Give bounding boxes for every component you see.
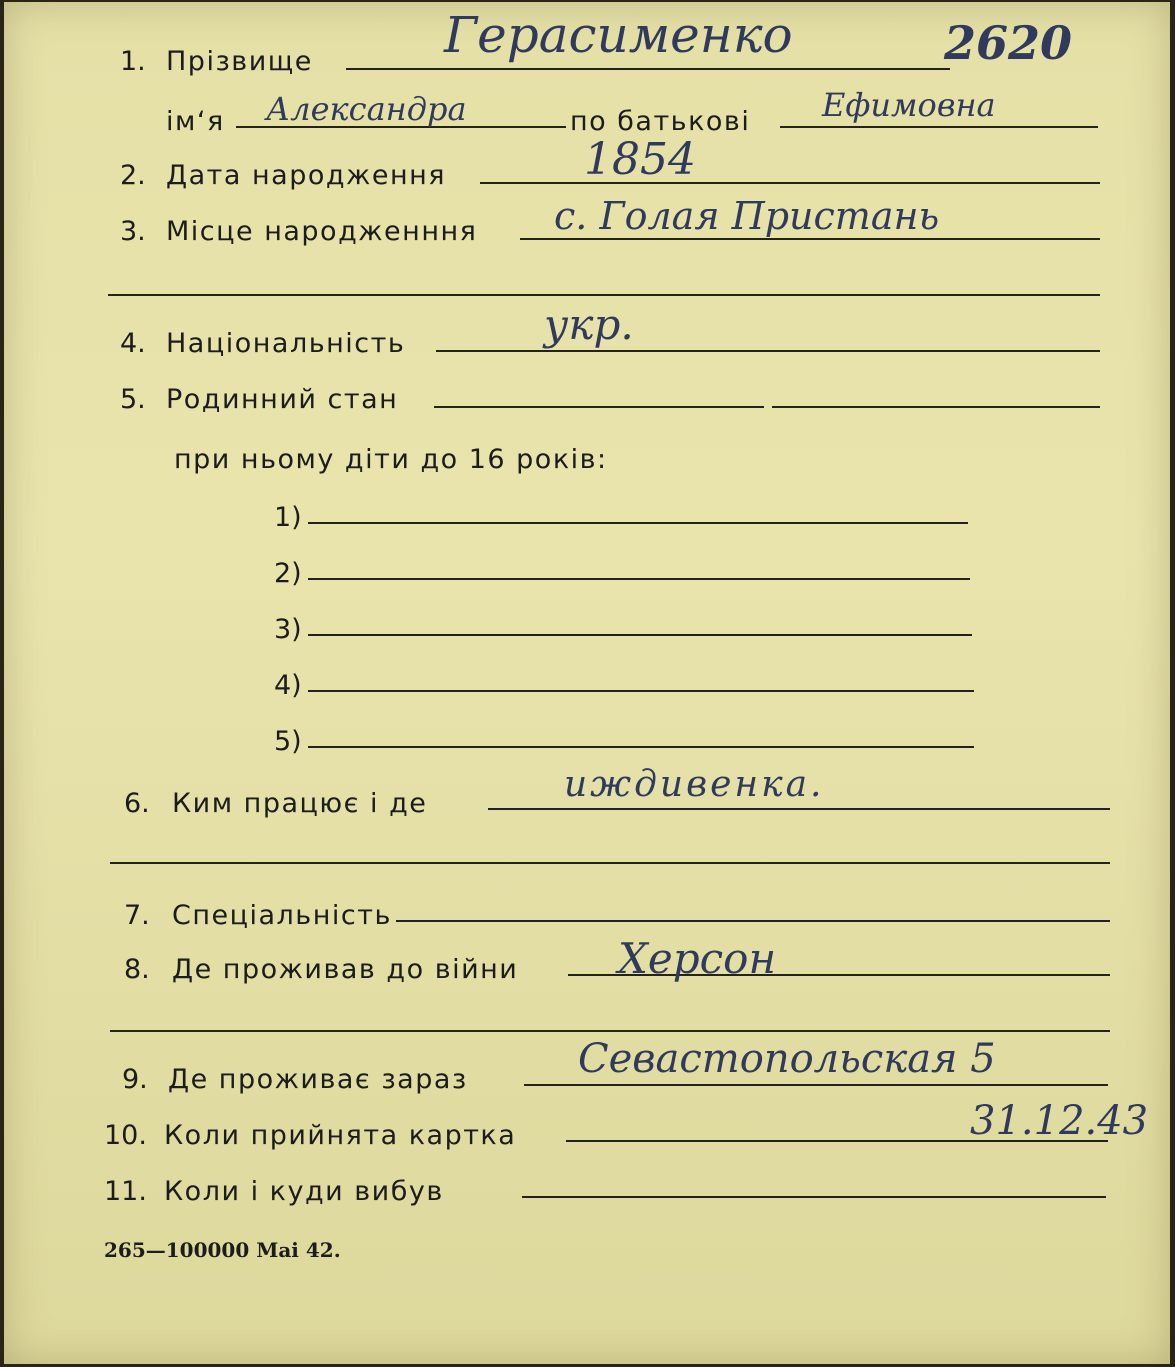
card-accepted-label: Коли прийнята картка bbox=[164, 1120, 517, 1151]
birth-place-line-2 bbox=[108, 294, 1100, 296]
occupation-line bbox=[488, 808, 1110, 810]
specialty-line bbox=[396, 920, 1110, 922]
occupation-line-2 bbox=[110, 862, 1110, 864]
first-name-label: ім‘я bbox=[166, 106, 225, 137]
first-name-value: Александра bbox=[266, 90, 467, 128]
birth-place-line bbox=[520, 238, 1100, 240]
registration-card bbox=[4, 2, 1170, 1364]
prewar-residence-label: Де проживав до війни bbox=[172, 954, 519, 985]
children-label: при ньому діти до 16 років: bbox=[174, 444, 608, 475]
birth-place-label: Місце народженння bbox=[166, 216, 478, 247]
surname-label: Прізвище bbox=[166, 46, 313, 77]
marital-status-line-2 bbox=[772, 406, 1100, 408]
prewar-residence-line-2 bbox=[110, 1030, 1110, 1032]
marital-status-line bbox=[434, 406, 764, 408]
child-4-line bbox=[308, 690, 974, 692]
child-1-line bbox=[308, 522, 968, 524]
patronymic-line bbox=[780, 126, 1098, 128]
nationality-line bbox=[436, 350, 1100, 352]
current-residence-label: Де проживає зараз bbox=[168, 1064, 468, 1095]
prewar-residence-value: Херсон bbox=[618, 934, 777, 983]
field-8-number: 8. bbox=[124, 954, 150, 985]
specialty-label: Спеціальність bbox=[172, 900, 392, 931]
field-9-number: 9. bbox=[122, 1064, 148, 1095]
child-1-number: 1) bbox=[274, 502, 302, 533]
birth-place-value: с. Голая Пристань bbox=[554, 194, 940, 238]
surname-line bbox=[346, 68, 950, 70]
field-2-number: 2. bbox=[120, 160, 146, 191]
child-2-line bbox=[308, 578, 970, 580]
current-residence-line bbox=[524, 1084, 1108, 1086]
marital-status-label: Родинний стан bbox=[166, 384, 399, 415]
field-1-number: 1. bbox=[120, 46, 146, 77]
nationality-value: укр. bbox=[544, 300, 634, 349]
field-11-number: 11. bbox=[104, 1176, 147, 1207]
card-number: 2620 bbox=[944, 16, 1073, 70]
patronymic-label: по батькові bbox=[570, 106, 751, 137]
child-5-number: 5) bbox=[274, 726, 302, 757]
surname-value: Герасименко bbox=[444, 6, 793, 64]
field-10-number: 10. bbox=[104, 1120, 147, 1151]
departure-label: Коли і куди вибув bbox=[164, 1176, 444, 1207]
nationality-label: Національність bbox=[166, 328, 406, 359]
card-accepted-value: 31.12.43 bbox=[970, 1098, 1149, 1144]
current-residence-value: Севастопольская 5 bbox=[578, 1036, 996, 1082]
child-3-line bbox=[308, 634, 972, 636]
patronymic-value: Ефимовна bbox=[822, 86, 996, 124]
field-7-number: 7. bbox=[124, 900, 150, 931]
occupation-value: иждивенка. bbox=[564, 764, 825, 805]
child-3-number: 3) bbox=[274, 614, 302, 645]
print-run-footer: 265—100000 Mai 42. bbox=[104, 1238, 341, 1262]
occupation-label: Ким працює і де bbox=[172, 788, 428, 819]
field-3-number: 3. bbox=[120, 216, 146, 247]
field-6-number: 6. bbox=[124, 788, 150, 819]
birth-date-label: Дата народження bbox=[166, 160, 447, 191]
departure-line bbox=[522, 1196, 1106, 1198]
child-5-line bbox=[308, 746, 974, 748]
child-4-number: 4) bbox=[274, 670, 302, 701]
birth-date-line bbox=[480, 182, 1100, 184]
birth-date-value: 1854 bbox=[584, 134, 696, 185]
field-4-number: 4. bbox=[120, 328, 146, 359]
field-5-number: 5. bbox=[120, 384, 146, 415]
child-2-number: 2) bbox=[274, 558, 302, 589]
